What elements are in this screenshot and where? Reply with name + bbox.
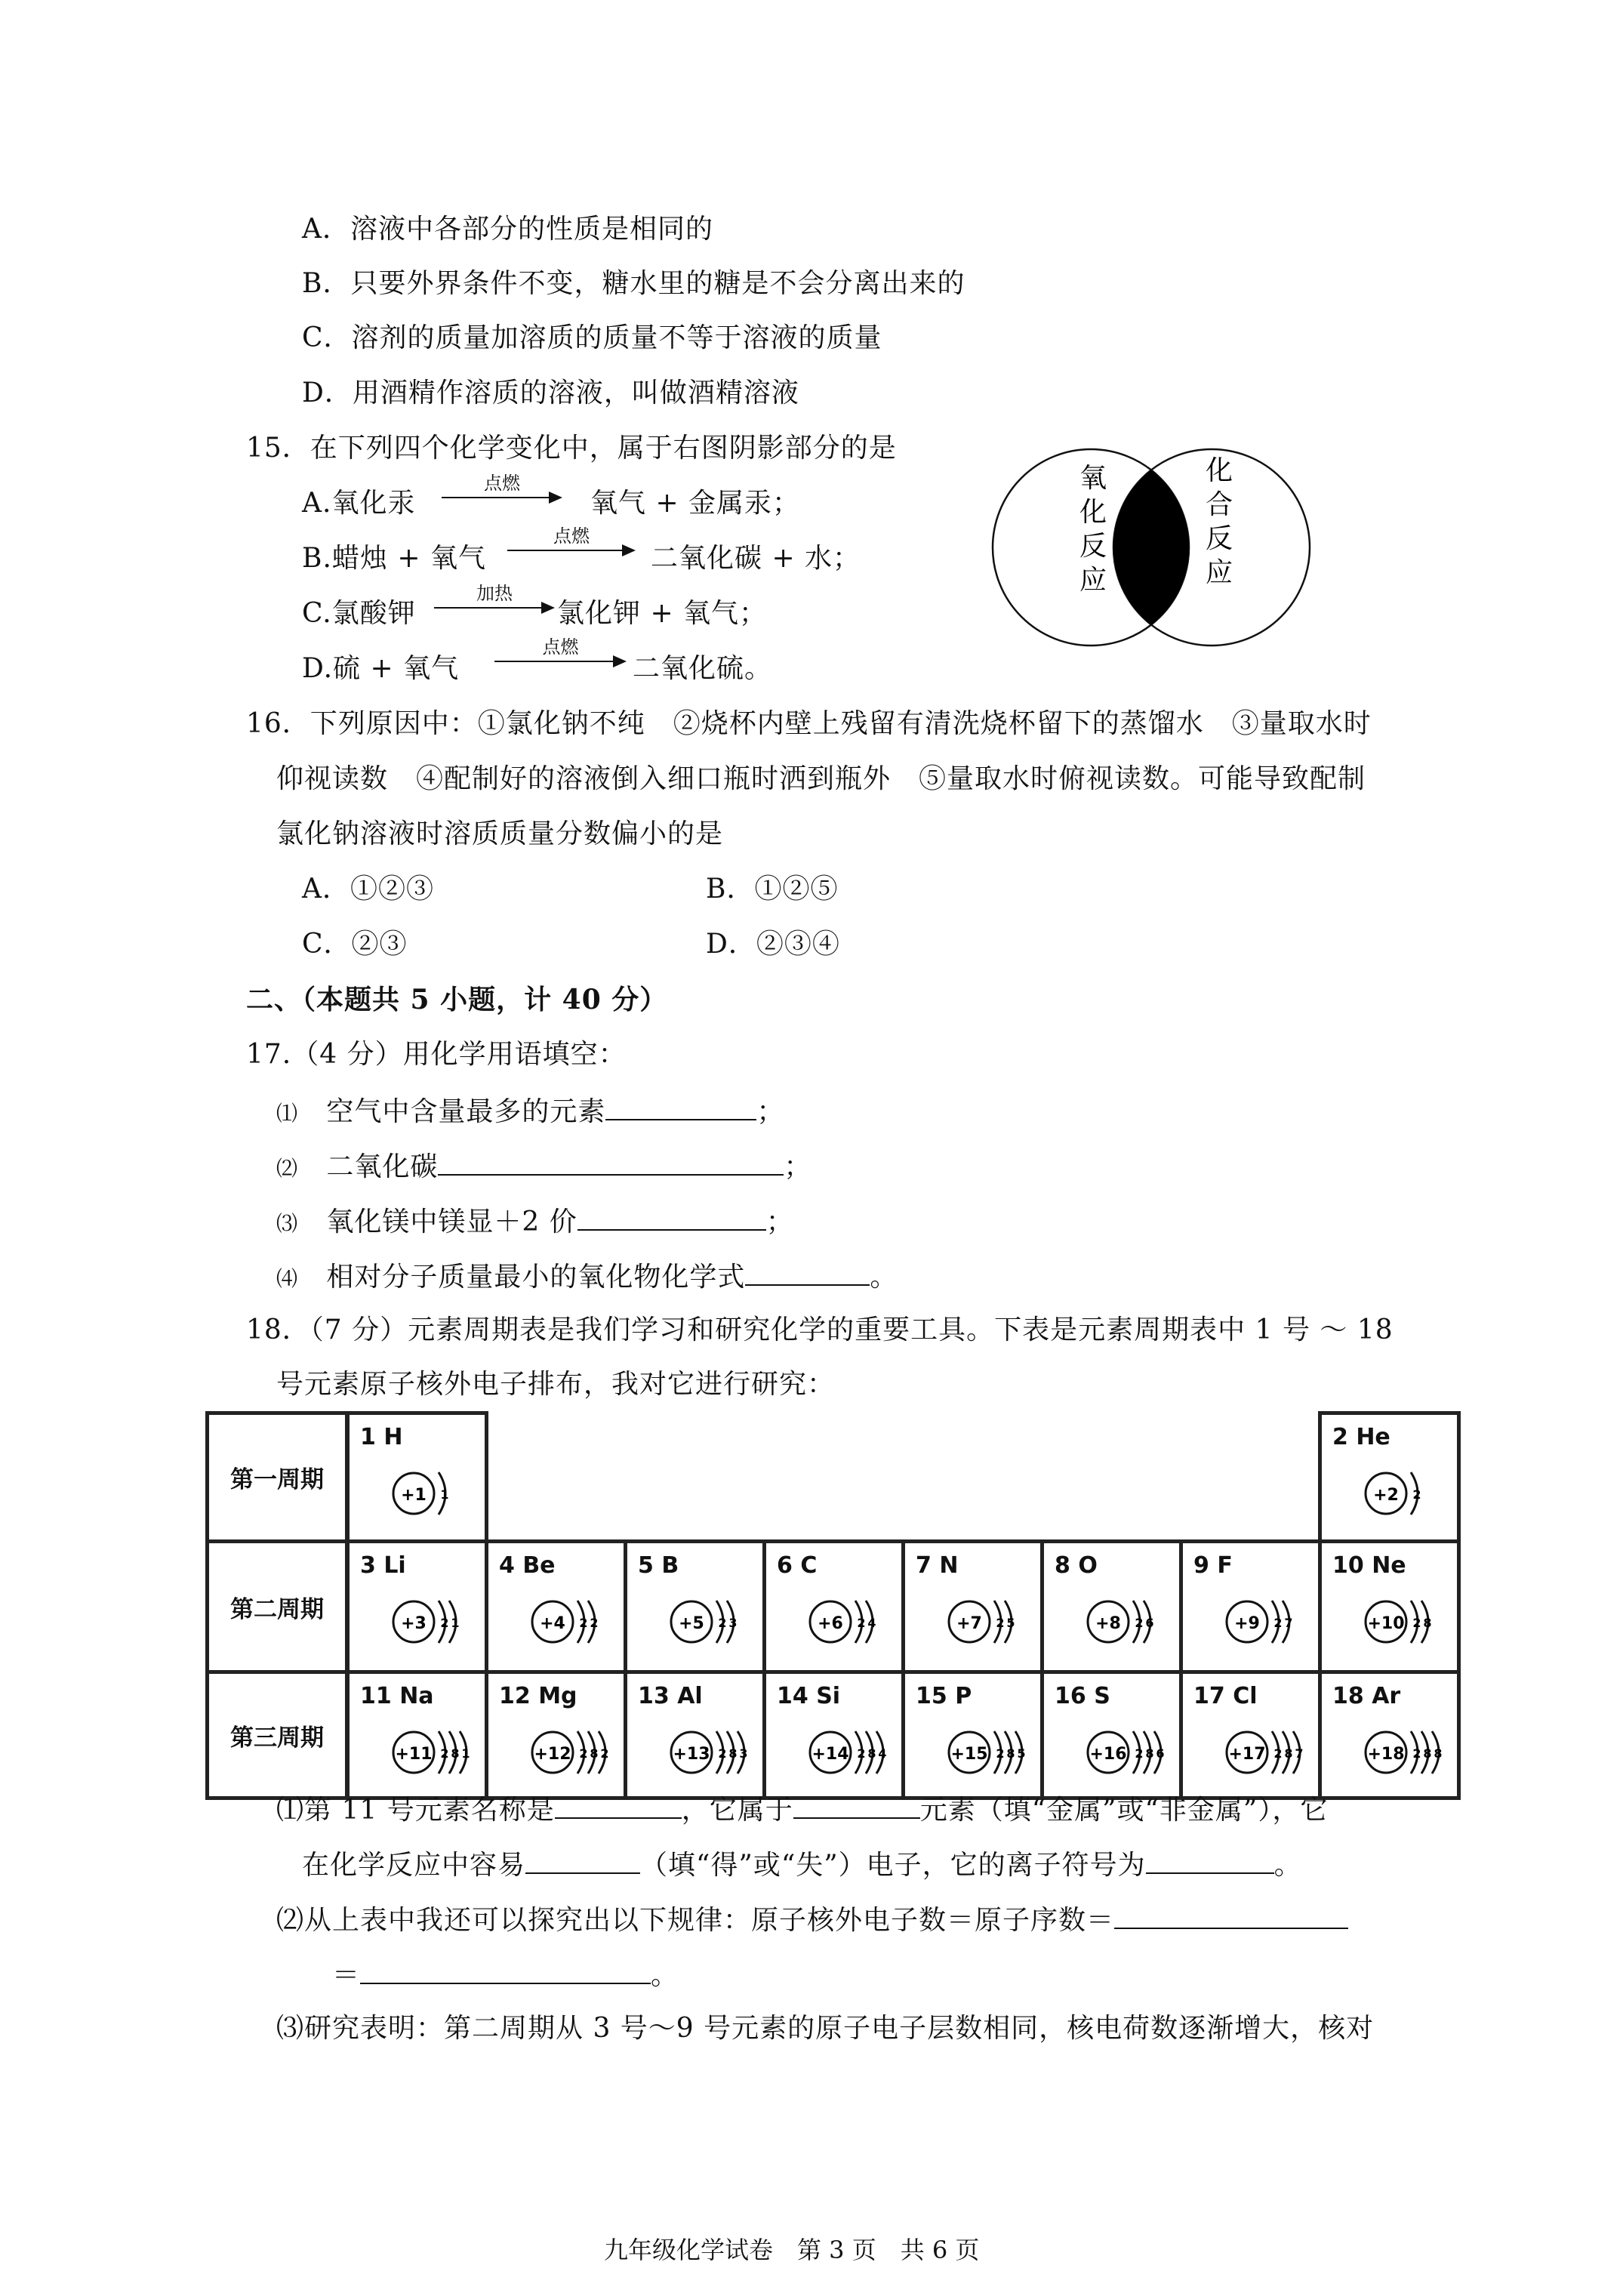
answer-blank[interactable]: [1114, 1902, 1348, 1929]
q16-option-b: B．①②⑤: [706, 874, 839, 905]
shell-electron-count: 2: [1412, 1487, 1421, 1502]
nuclear-charge: +10: [1367, 1614, 1405, 1633]
nuclear-charge: +5: [679, 1614, 704, 1633]
q14-option-b: B．只要外界条件不变，糖水里的糖是不会分离出来的: [302, 268, 965, 299]
atom-structure-diagram: [804, 1584, 898, 1663]
atom-structure-diagram: [1221, 1584, 1315, 1663]
item-text: 相对分子质量最小的氧化物化学式: [326, 1262, 746, 1293]
element-cell: [1179, 1539, 1322, 1674]
nuclear-charge: +15: [950, 1745, 988, 1764]
venn-left-label-4: 应: [1079, 565, 1107, 596]
item-text: 氧化镁中镁显＋2 价: [326, 1207, 577, 1237]
atom-structure-diagram: [1221, 1715, 1315, 1794]
shell-electron-count: 8: [728, 1746, 738, 1761]
shell-electron-count: 2: [440, 1616, 449, 1630]
nuclear-charge: +12: [534, 1745, 571, 1764]
shell-electron-count: 2: [1135, 1746, 1144, 1761]
arrow-condition: 加热: [476, 583, 513, 604]
element-symbol: 16 S: [1055, 1683, 1110, 1709]
answer-blank[interactable]: [525, 1847, 640, 1874]
nuclear-charge: +1: [401, 1486, 427, 1505]
q18-sub2-line2: [332, 1957, 679, 1992]
shell-electron-count: 1: [461, 1746, 470, 1761]
arrow-condition: 点燃: [484, 473, 520, 494]
element-cell: [901, 1539, 1044, 1674]
shell-electron-count: 2: [1273, 1616, 1283, 1630]
nuclear-charge: +2: [1373, 1486, 1399, 1505]
shell-electron-count: 2: [440, 1746, 449, 1761]
answer-blank[interactable]: [555, 1792, 682, 1819]
q15-option-d-left: D.硫 + 氧气: [302, 653, 460, 684]
element-cell: [346, 1411, 488, 1543]
q16-line-3: 氯化钠溶液时溶质质量分数偏小的是: [276, 818, 724, 849]
q18-line-2: 号元素原子核外电子排布，我对它进行研究：: [276, 1369, 836, 1400]
shell-electron-count: 2: [996, 1616, 1005, 1630]
nuclear-charge: +8: [1095, 1614, 1121, 1633]
shell-electron-count: 2: [590, 1616, 599, 1630]
element-symbol: 6 C: [777, 1552, 818, 1579]
answer-blank[interactable]: [793, 1792, 920, 1819]
shell-electron-count: 5: [1006, 1616, 1015, 1630]
shell-electron-count: 5: [1017, 1746, 1026, 1761]
atom-structure-diagram: [1360, 1584, 1454, 1663]
shell-electron-count: 6: [1156, 1746, 1165, 1761]
shell-electron-count: 6: [1145, 1616, 1154, 1630]
atom-structure-diagram: [1082, 1715, 1176, 1794]
shell-electron-count: 7: [1295, 1746, 1304, 1761]
q17-item-2: [276, 1148, 812, 1185]
shell-electron-count: 2: [1412, 1616, 1421, 1630]
q18-sub3-line1: ⑶研究表明：第二周期从 3 号～9 号元素的原子电子层数相同，核电荷数逐渐增大，核对: [276, 2013, 1375, 2044]
q16-line-1: 16．下列原因中：①氯化钠不纯 ②烧杯内壁上残留有清洗烧杯留下的蒸馏水 ③量取水时: [246, 708, 1372, 739]
q15-option-c-left: C.氯酸钾: [302, 598, 416, 629]
element-cell: [624, 1670, 766, 1800]
atom-structure-diagram: [665, 1715, 759, 1794]
shell-electron-count: 2: [996, 1746, 1005, 1761]
q15-option-d-right: 二氧化硫。: [633, 653, 773, 684]
element-cell: [624, 1539, 766, 1674]
item-text: 二氧化碳: [326, 1151, 439, 1182]
answer-blank[interactable]: [360, 1957, 651, 1984]
shell-electron-count: 2: [1273, 1746, 1283, 1761]
shell-electron-count: 8: [451, 1746, 460, 1761]
nuclear-charge: +17: [1228, 1745, 1266, 1764]
element-cell: [1040, 1539, 1183, 1674]
item-end: ；: [784, 1151, 812, 1182]
period-label-1: 第一周期: [205, 1411, 349, 1543]
element-symbol: 15 P: [916, 1683, 972, 1709]
period-label-3: 第三周期: [205, 1670, 349, 1800]
q14-option-d: D．用酒精作溶质的溶液，叫做酒精溶液: [302, 378, 799, 408]
shell-electron-count: 2: [718, 1746, 727, 1761]
sub-text: （填“得”或“失”）电子，它的离子符号为: [640, 1850, 1146, 1881]
venn-right-label-4: 应: [1205, 557, 1233, 588]
atom-structure-diagram: [526, 1715, 621, 1794]
q16-option-a: A．①②③: [302, 874, 434, 905]
nuclear-charge: +18: [1367, 1745, 1405, 1764]
shell-electron-count: 8: [867, 1746, 876, 1761]
nuclear-charge: +11: [395, 1745, 433, 1764]
item-number: ⑶: [276, 1211, 299, 1236]
element-symbol: 8 O: [1055, 1552, 1098, 1579]
atom-structure-diagram: [526, 1584, 621, 1663]
shell-electron-count: 2: [857, 1746, 866, 1761]
venn-right-label-2: 合: [1205, 489, 1233, 520]
nuclear-charge: +6: [818, 1614, 843, 1633]
element-symbol: 5 B: [638, 1552, 679, 1579]
element-symbol: 9 F: [1193, 1552, 1233, 1579]
q16-option-d: D．②③④: [706, 929, 840, 960]
atom-structure-diagram: [943, 1715, 1037, 1794]
element-cell: [485, 1539, 627, 1674]
element-cell: [1318, 1411, 1461, 1543]
venn-left-label-2: 化: [1079, 497, 1107, 528]
shell-electron-count: 3: [728, 1616, 738, 1630]
shell-electron-count: 1: [451, 1616, 460, 1630]
element-symbol: 14 Si: [777, 1683, 841, 1709]
shell-electron-count: 2: [579, 1746, 588, 1761]
atom-structure-diagram: [1360, 1715, 1454, 1794]
atom-structure-diagram: [943, 1584, 1037, 1663]
item-number: ⑷: [276, 1266, 299, 1291]
element-cell: [762, 1539, 905, 1674]
shell-electron-count: 2: [579, 1616, 588, 1630]
shell-electron-count: 2: [1412, 1746, 1421, 1761]
atom-structure-diagram: [387, 1584, 482, 1663]
venn-right-label-3: 反: [1205, 523, 1233, 554]
sub-text: ⑴第 11 号元素名称是: [276, 1795, 555, 1826]
shell-electron-count: 8: [1423, 1746, 1432, 1761]
sub-text: 元素（填“金属”或“非金属”），它: [919, 1795, 1329, 1826]
nuclear-charge: +7: [956, 1614, 982, 1633]
atom-structure-diagram: [665, 1584, 759, 1663]
shell-electron-count: 7: [1284, 1616, 1293, 1630]
element-symbol: 10 Ne: [1332, 1552, 1406, 1579]
answer-blank[interactable]: [745, 1259, 870, 1286]
element-cell: [485, 1670, 627, 1800]
q15-option-a-left: A.氧化汞: [302, 488, 416, 519]
q18-sub1-line2: [302, 1847, 1302, 1882]
arrow-condition: 点燃: [553, 525, 590, 547]
item-end: 。: [870, 1262, 898, 1293]
answer-blank[interactable]: [577, 1203, 766, 1231]
q17-item-4: [276, 1259, 898, 1296]
q17-item-1: [276, 1093, 784, 1130]
item-end: ；: [765, 1207, 794, 1237]
element-cell: [1179, 1670, 1322, 1800]
shell-electron-count: 4: [867, 1616, 876, 1630]
sub-text: ⑵从上表中我还可以探究出以下规律：原子核外电子数＝原子序数＝: [276, 1905, 1115, 1936]
element-cell: [1318, 1539, 1461, 1674]
nuclear-charge: +14: [812, 1745, 849, 1764]
shell-electron-count: 8: [1423, 1616, 1432, 1630]
element-symbol: 17 Cl: [1193, 1683, 1258, 1709]
q18-line-1: 18．（7 分）元素周期表是我们学习和研究化学的重要工具。下表是元素周期表中 1 号 ～ 18: [246, 1314, 1394, 1345]
shell-electron-count: 4: [878, 1746, 887, 1761]
element-cell: [1040, 1670, 1183, 1800]
element-symbol: 12 Mg: [499, 1683, 577, 1709]
shell-electron-count: 8: [1434, 1746, 1443, 1761]
q16-line-2: 仰视读数 ④配制好的溶液倒入细口瓶时洒到瓶外 ⑤量取水时俯视读数。可能导致配制: [276, 763, 1366, 794]
page-footer: 九年级化学试卷 第 3 页 共 6 页: [604, 2236, 980, 2264]
element-symbol: 1 H: [360, 1424, 403, 1450]
element-cell: [346, 1539, 488, 1674]
element-symbol: 4 Be: [499, 1552, 556, 1579]
shell-electron-count: 8: [1006, 1746, 1015, 1761]
q17-stem: 17.（4 分）用化学用语填空：: [246, 1039, 627, 1070]
q15-option-c-right: 氯化钾 + 氧气；: [557, 598, 768, 629]
element-cell: [901, 1670, 1044, 1800]
sub-text: ＝: [332, 1960, 361, 1991]
element-symbol: 2 He: [1332, 1424, 1390, 1450]
shell-electron-count: 8: [1145, 1746, 1154, 1761]
q18-sub2-line1: [276, 1902, 1348, 1937]
arrow-condition: 点燃: [542, 636, 579, 658]
element-cell: [1318, 1670, 1461, 1800]
shell-electron-count: 2: [600, 1746, 609, 1761]
element-symbol: 18 Ar: [1332, 1683, 1401, 1709]
atom-structure-diagram: [804, 1715, 898, 1794]
nuclear-charge: +3: [401, 1614, 427, 1633]
nuclear-charge: +16: [1089, 1745, 1127, 1764]
shell-electron-count: 2: [857, 1616, 866, 1630]
venn-diagram: [981, 445, 1329, 649]
element-cell: [762, 1670, 905, 1800]
atom-structure-diagram: [1360, 1456, 1454, 1535]
venn-left-label-3: 反: [1079, 531, 1107, 562]
answer-blank[interactable]: [438, 1148, 784, 1176]
nuclear-charge: +13: [673, 1745, 710, 1764]
q15-stem: 15．在下列四个化学变化中，属于右图阴影部分的是: [246, 433, 897, 464]
venn-right-label-1: 化: [1205, 455, 1233, 486]
reaction-arrow: [442, 470, 562, 507]
shell-electron-count: 2: [718, 1616, 727, 1630]
element-symbol: 11 Na: [360, 1683, 434, 1709]
sub-text: 。: [1273, 1850, 1302, 1881]
answer-blank[interactable]: [1146, 1847, 1274, 1874]
atom-structure-diagram: [387, 1715, 482, 1794]
shell-electron-count: 8: [1284, 1746, 1293, 1761]
nuclear-charge: +9: [1234, 1614, 1260, 1633]
sub-text: ，它属于: [681, 1795, 793, 1826]
q14-option-a: A．溶液中各部分的性质是相同的: [302, 214, 713, 245]
item-end: ；: [756, 1096, 785, 1127]
q15-option-a-right: 氧气 + 金属汞；: [590, 488, 801, 519]
element-symbol: 3 Li: [360, 1552, 406, 1579]
shell-electron-count: 8: [590, 1746, 599, 1761]
reaction-arrow: [494, 633, 627, 671]
atom-structure-diagram: [387, 1456, 482, 1535]
element-cell: [346, 1670, 488, 1800]
q15-option-b-right: 二氧化碳 + 水；: [651, 543, 861, 574]
shell-electron-count: 3: [739, 1746, 748, 1761]
period-label-2: 第二周期: [205, 1539, 349, 1674]
shell-electron-count: 2: [1135, 1616, 1144, 1630]
q16-option-c: C．②③: [302, 929, 408, 960]
q15-option-b-left: B.蜡烛 + 氧气: [302, 543, 486, 574]
reaction-arrow: [507, 522, 636, 560]
section-title: 二、（本题共 5 小题，计 40 分）: [246, 984, 668, 1015]
element-symbol: 13 Al: [638, 1683, 703, 1709]
item-text: 空气中含量最多的元素: [326, 1096, 606, 1127]
atom-structure-diagram: [1082, 1584, 1176, 1663]
shell-electron-count: 1: [440, 1487, 449, 1502]
answer-blank[interactable]: [605, 1093, 756, 1120]
sub-text: 在化学反应中容易: [302, 1850, 526, 1881]
q18-sub1-line1: [276, 1792, 1328, 1827]
item-number: ⑴: [276, 1101, 299, 1126]
sub-text: 。: [651, 1960, 679, 1991]
element-symbol: 7 N: [916, 1552, 959, 1579]
reaction-arrow: [434, 580, 555, 618]
nuclear-charge: +4: [540, 1614, 565, 1633]
q14-option-c: C．溶剂的质量加溶质的质量不等于溶液的质量: [302, 322, 882, 353]
q17-item-3: [276, 1203, 794, 1240]
venn-left-label-1: 氧: [1079, 463, 1107, 494]
item-number: ⑵: [276, 1156, 299, 1181]
